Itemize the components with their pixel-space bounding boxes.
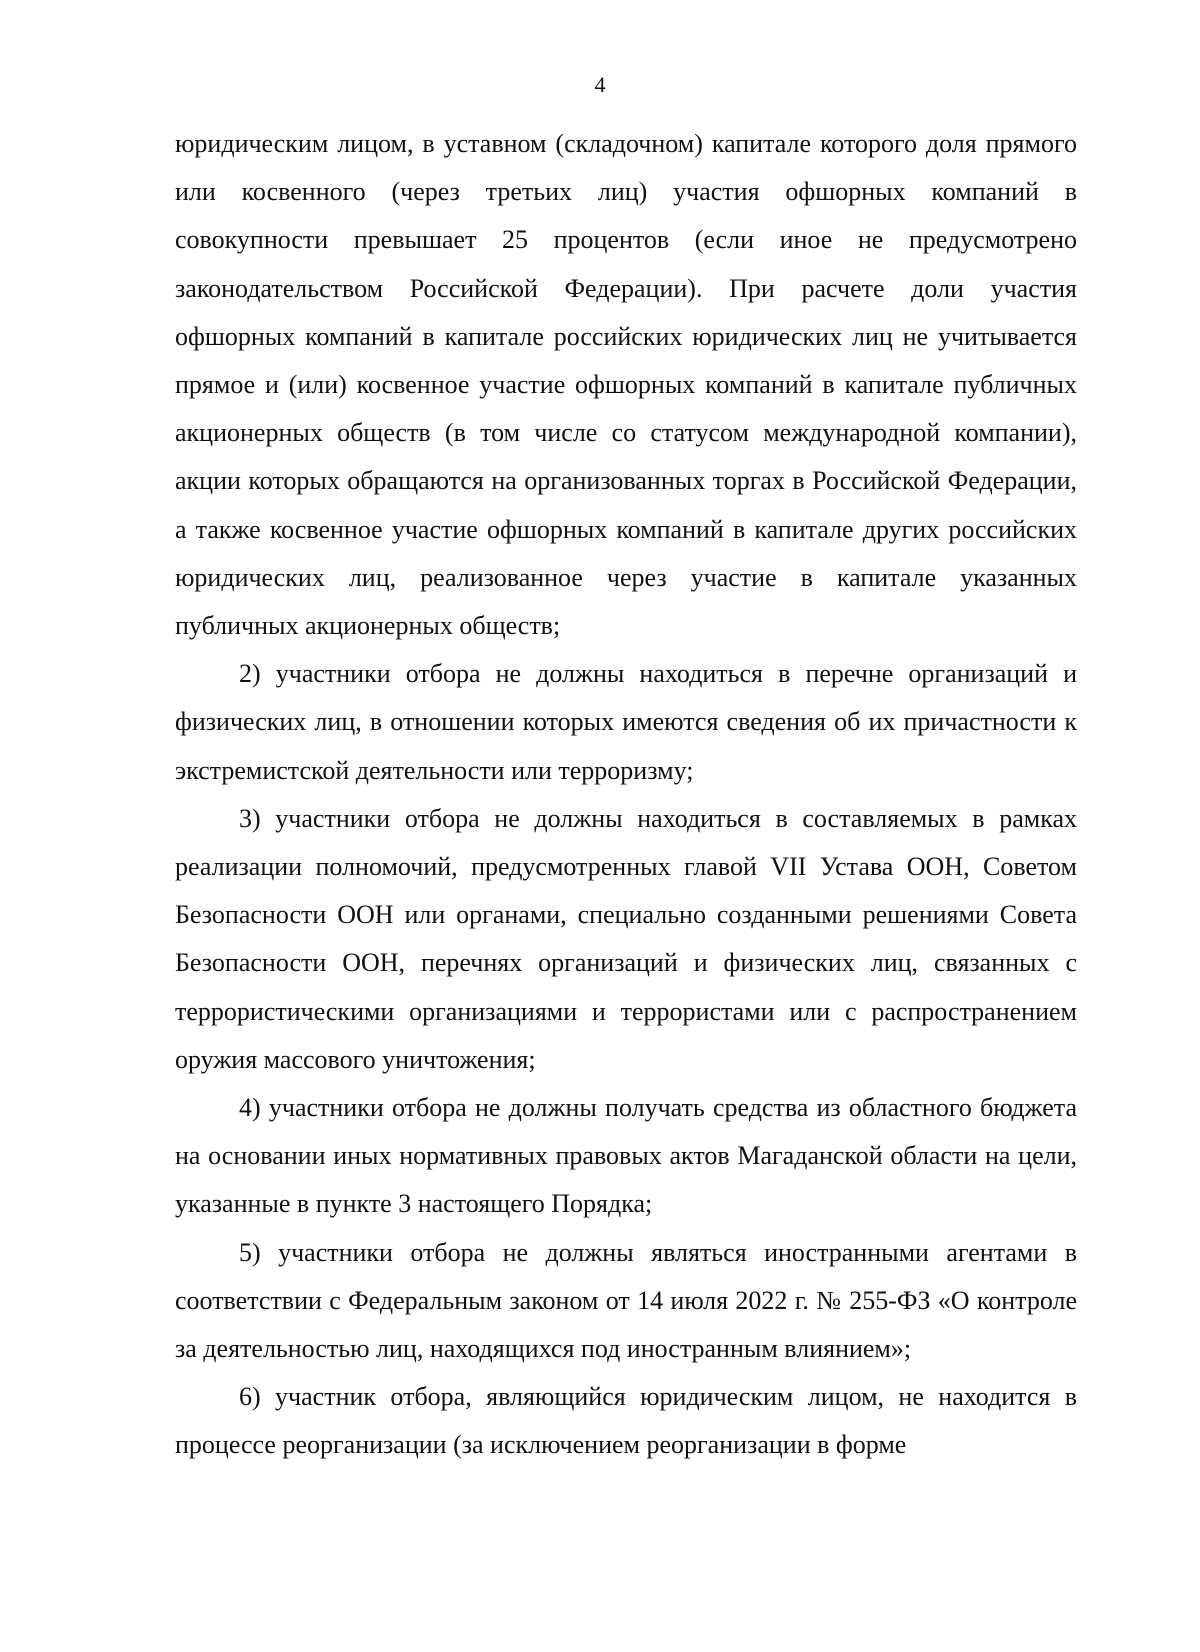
- page-number: 4: [594, 72, 606, 97]
- paragraph-item-4: 4) участники отбора не должны получать средства из областного бюджета на основании иных нормативных правовых актов Магаданской области на цели, указанные в пункте 3 настоящего Порядка;: [175, 1093, 1077, 1219]
- paragraph-item-2: 2) участники отбора не должны находиться в перечне организаций и физических лиц, в отношении которых имеются сведения об их причастности к экстремистской деятельности или терроризму;: [175, 659, 1077, 785]
- paragraph-item-6: 6) участник отбора, являющийся юридическим лицом, не находится в процессе реорганизации (за исключением реорганизации в форме: [175, 1382, 1077, 1460]
- paragraph-continuation: юридическим лицом, в уставном (складочном) капитале которого доля прямого или косвенного (через третьих лиц) участия офшорных компаний в совокупности превышает 25 процентов (если иное не предусмотрено законодательством Российской Федерации). При расчете доли участия офшорных компаний в капитале российских юридических лиц не учитывается прямое и (или) косвенное участие офшорных компаний в капитале публичных акционерных обществ (в том числе со статусом международной компании), акции которых обращаются на организованных торгах в Российской Федерации, а также косвенное участие офшорных компаний в капитале других российских юридических лиц, реализованное через участие в капитале указанных публичных акционерных обществ;: [175, 129, 1077, 641]
- document-body: [175, 120, 1077, 1470]
- paragraph-item-5: 5) участники отбора не должны являться иностранными агентами в соответствии с Федеральным законом от 14 июля 2022 г. № 255-ФЗ «О контроле за деятельностью лиц, находящихся под иностранным влиянием»;: [175, 1237, 1077, 1364]
- paragraph-item-3: 3) участники отбора не должны находиться в составляемых в рамках реализации полномочий, предусмотренных главой VII Устава ООН, Советом Безопасности ООН или органами, специально созданными решениями Совета Безопасности ООН, перечнях организаций и физических лиц, связанных с террористическими организациями и террористами или с распространением оружия массового уничтожения;: [175, 803, 1077, 1074]
